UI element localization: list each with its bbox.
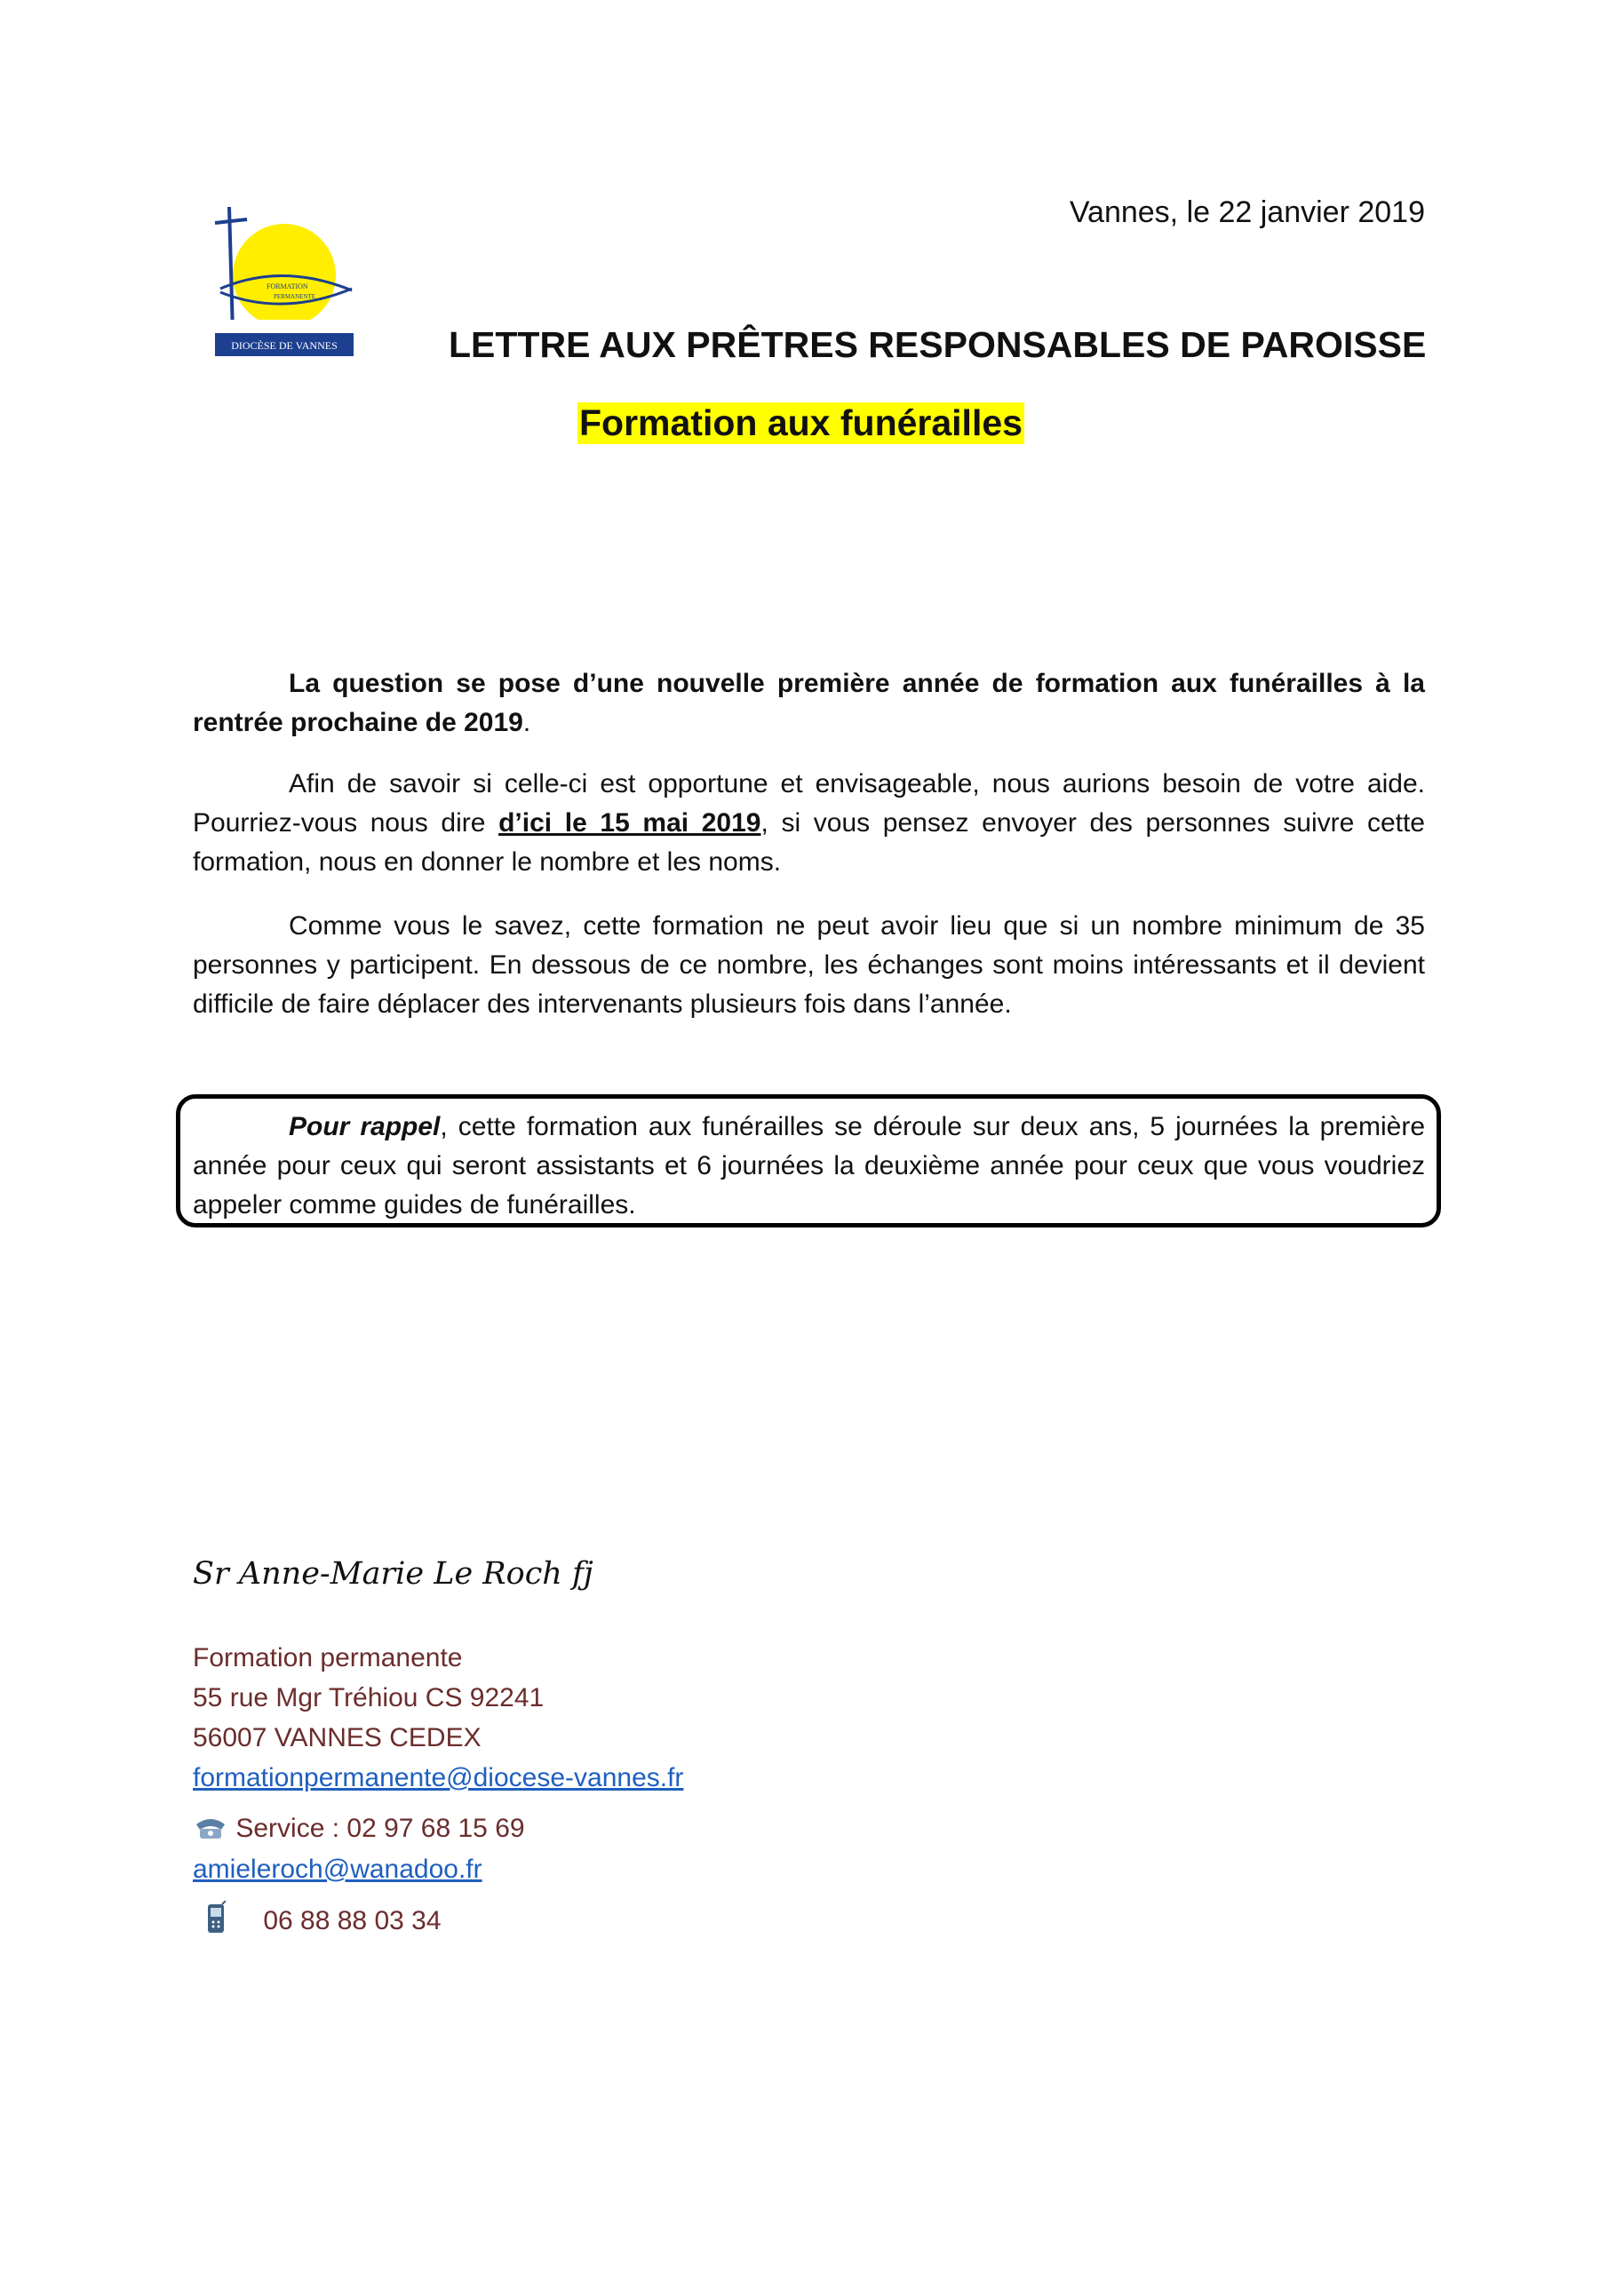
contact-organization: Formation permanente <box>193 1643 463 1672</box>
contact-mobile-row <box>204 1901 442 1943</box>
contact-city: 56007 VANNES CEDEX <box>193 1723 482 1752</box>
paragraph-request-text-a: Afin de savoir si celle-ci est opportune et envisageable, nous aurions besoin de votre aide. Pourriez-vous nous dire <box>193 769 1425 838</box>
contact-street: 55 rue Mgr Tréhiou CS 92241 <box>193 1683 545 1712</box>
contact-phone: Service : 02 97 68 15 69 <box>235 1813 525 1843</box>
deadline-date: d’ici le 15 mai 2019 <box>498 808 761 838</box>
paragraph-request <box>193 765 1425 882</box>
diocese-logo-graphic <box>203 200 354 360</box>
logo-top-text: FORMATION <box>267 282 308 290</box>
logo-bottom-text: DIOCÈSE DE VANNES <box>231 339 338 352</box>
contact-mobile: 06 88 88 03 34 <box>263 1905 442 1935</box>
contact-phone-row <box>193 1812 525 1847</box>
paragraph-question-text: La question se pose d’une nouvelle première année de formation aux funérailles à la rentrée prochaine de 2019 <box>193 669 1425 737</box>
signature: Sr Anne-Marie Le Roch fj <box>193 1556 593 1592</box>
reminder-lead: Pour rappel <box>289 1112 441 1141</box>
contact-email-link[interactable]: formationpermanente@diocese-vannes.fr <box>193 1763 684 1792</box>
letter-date: Vannes, le 22 janvier 2019 <box>1069 195 1425 229</box>
paragraph-question-end: . <box>522 708 531 737</box>
paragraph-request-text-b: , si vous pensez envoyer des personnes suivre cette formation, nous en donner le nombre et les noms. <box>193 808 1425 877</box>
logo-mid-text: PERMANENTE <box>274 293 316 300</box>
mobile-phone-icon <box>204 1901 229 1943</box>
paragraph-reminder <box>193 1108 1425 1225</box>
paragraph-question <box>193 664 1425 743</box>
telephone-icon <box>193 1812 228 1847</box>
letter-title: LETTRE AUX PRÊTRES RESPONSABLES DE PAROISSE <box>449 324 1427 365</box>
paragraph-minimum: Comme vous le savez, cette formation ne peut avoir lieu que si un nombre minimum de 35 personnes y participent. En dessous de ce nombre, les échanges sont moins intéressants et il devient difficile de faire déplacer des intervenants plusieurs fois dans l’année. <box>193 911 1425 1019</box>
diocese-logo <box>203 200 354 360</box>
reminder-text: , cette formation aux funérailles se déroule sur deux ans, 5 journées la première année pour ceux qui seront assistants et 6 journées la deuxième année pour ceux que vous voudriez appeler comme guides de funérailles. <box>193 1112 1426 1220</box>
contact-personal-email-link[interactable]: amieleroch@wanadoo.fr <box>193 1855 482 1884</box>
letter-subtitle: Formation aux funérailles <box>579 402 1023 443</box>
